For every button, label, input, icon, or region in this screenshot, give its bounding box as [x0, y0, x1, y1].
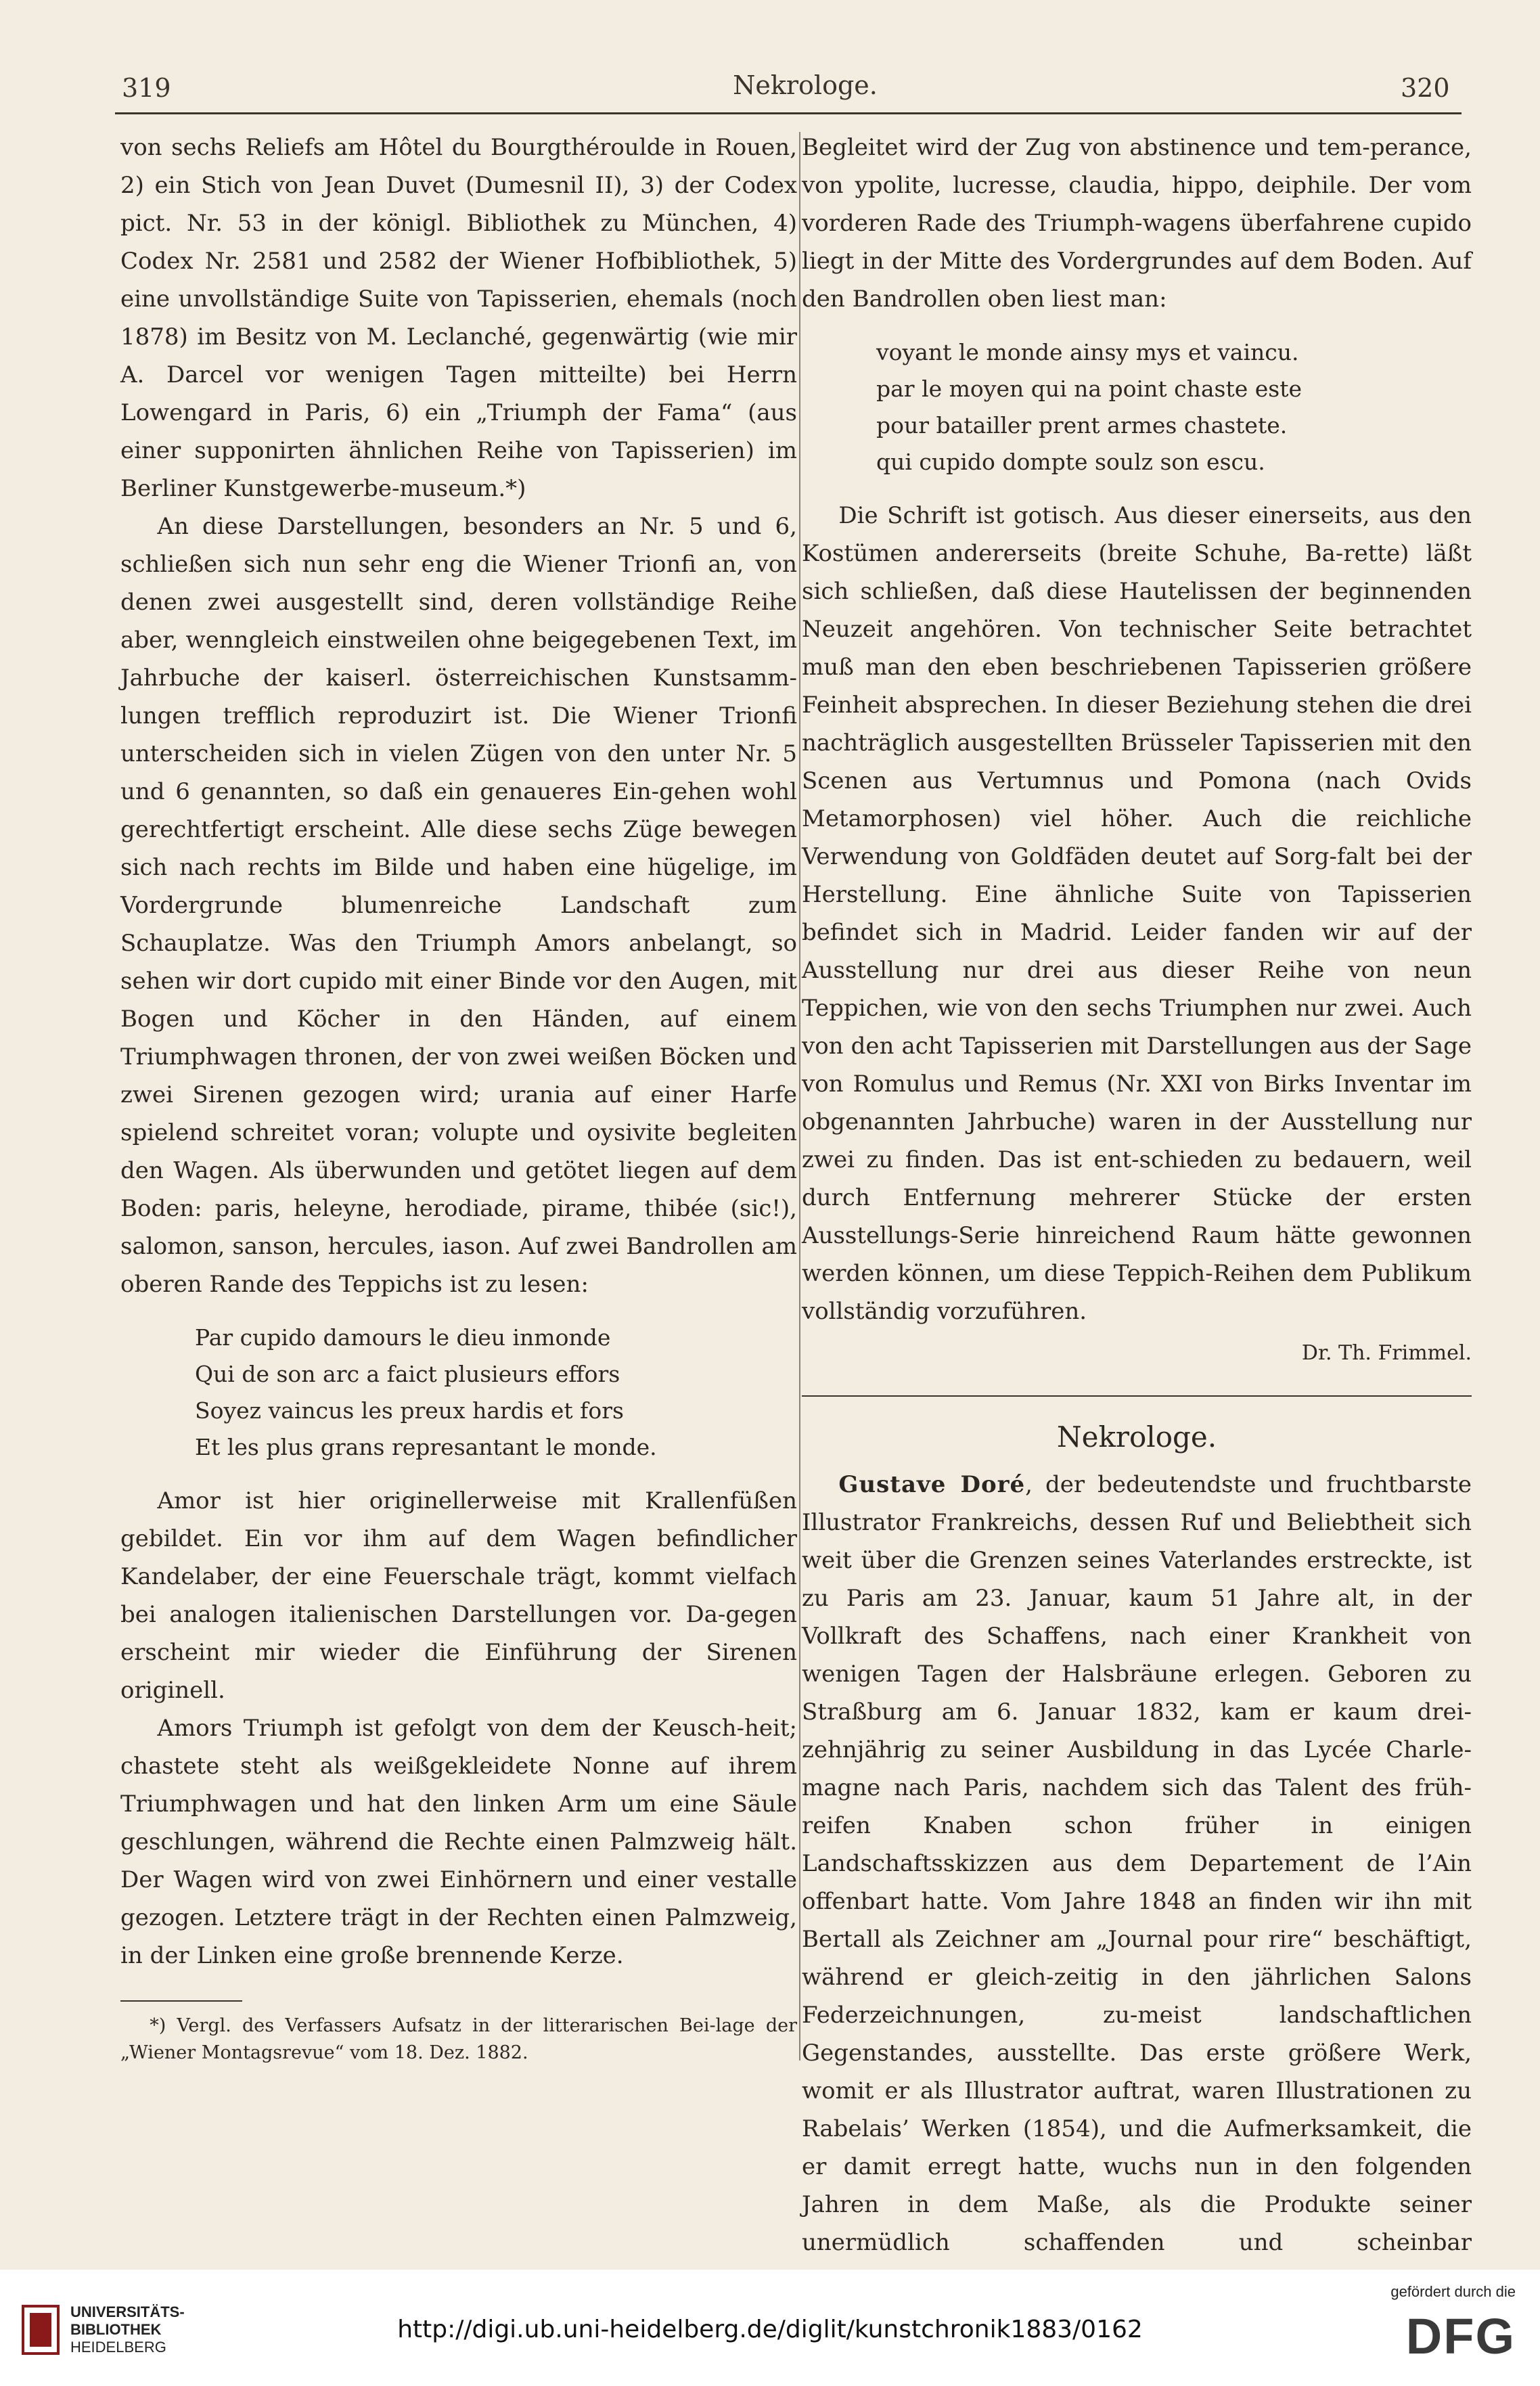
verse-block: [876, 334, 1472, 480]
verse-line: Qui de son arc a faict plusieurs effors: [195, 1361, 620, 1387]
obituary-text: , der bedeutendste und fruchtbarste Illustrator Frankreichs, dessen Ruf und Beliebtheit sich weit über die Grenzen seines Vaterlandes erstreckte, ist zu Paris am 23. Januar, kaum 51 Jahre alt, in der Vollkraft des Schaffens, nach einer Krankheit von wenigen Tagen der Halsbräune erlegen. Geboren zu Straßburg am 6. Januar 1832, kam er kaum drei-zehnjährig zu seiner Ausbildung in das Lycée Charle-magne nach Paris, nachdem sich das Talent des früh-reifen Knaben schon früher in einigen Landschaftsskizzen aus dem Departement de l’Ain offenbart hatte. Vom Jahre 1848 an finden wir ihn mit Bertall als Zeichner am „Journal pour rire“ beschäftigt, während er gleich-zeitig in den jährlichen Salons Federzeichnungen, zu-meist landschaftlichen Gegenstandes, ausstellte. Das erste größere Werk, womit er als Illustrator auftrat, waren Illustrationen zu Rabelais’ Werken (1854), und die Aufmerksamkeit, die er damit erregt hatte, wuchs nun in den folgenden Jahren in dem Maße, als die Produkte seiner unermüdlich schaffenden und scheinbar: [802, 1471, 1472, 2256]
verse-block: [195, 1320, 797, 1466]
verse-line: Par cupido damours le dieu inmonde: [195, 1324, 611, 1351]
page-number-left: 319: [122, 73, 171, 103]
verse-line: Et les plus grans represantant le monde.: [195, 1434, 657, 1460]
footnote: *) Vergl. des Verfassers Aufsatz in der litterarischen Bei-lage der „Wiener Montagsrevue“ vom 18. Dez. 1882.: [120, 2015, 797, 2063]
paragraph: Begleitet wird der Zug von abstinence und tem-perance, von ypolite, lucresse, claudia, hippo, deiphile. Der vom vorderen Rade des Triumph-wagens überfahrene cupido liegt in der Mitte des Vordergrundes auf dem Boden. Auf den Bandrollen oben liest man:: [802, 134, 1472, 313]
paragraph: An diese Darstellungen, besonders an Nr. 5 und 6, schließen sich nun sehr eng die Wiener Trionfi an, von denen zwei ausgestellt sind, deren vollständige Reihe aber, wenngleich einstweilen ohne beigegebenen Text, im Jahrbuche der kaiserl. österreichischen Kunstsamm-lungen trefflich reproduzirt ist. Die Wiener Trionfi unterscheiden sich in vielen Zügen von den unter Nr. 5 und 6 genannten, so daß ein genaueres Ein-gehen wohl gerechtfertigt erscheint. Alle diese sechs Züge bewegen sich nach rechts im Bilde und haben eine hügelige, im Vordergrunde blumenreiche Landschaft zum Schauplatze. Was den Triumph Amors anbelangt, so sehen wir dort cupido mit einer Binde vor den Augen, mit Bogen und Köcher in den Händen, auf einem Triumphwagen thronen, der von zwei weißen Böcken und zwei Sirenen gezogen wird; urania auf einer Harfe spielend schreitet voran; volupte und oysivite begleiten den Wagen. Als überwunden und getötet liegen auf dem Boden: paris, heleyne, herodiade, pirame, thibée (sic!), salomon, sanson, hercules, iason. Auf zwei Bandrollen am oberen Rande des Teppichs ist zu lesen:: [120, 513, 797, 1298]
verse-line: voyant le monde ainsy mys et vaincu.: [876, 339, 1299, 365]
library-line: HEIDELBERG: [70, 2339, 166, 2356]
header-rule: [115, 112, 1462, 114]
library-line: BIBLIOTHEK: [70, 2321, 162, 2338]
verse-line: Soyez vaincus les preux hardis et fors: [195, 1397, 624, 1424]
source-url-link[interactable]: http://digi.ub.uni-heidelberg.de/diglit/kunstchronik1883/0162: [397, 2316, 1143, 2343]
column-divider: [799, 132, 800, 2061]
right-column: [802, 129, 1472, 2299]
verse-line: qui cupido dompte soulz son escu.: [876, 449, 1265, 475]
dfg-logo: DFG: [1405, 2308, 1516, 2364]
paragraph: von sechs Reliefs am Hôtel du Bourgthéroulde in Rouen, 2) ein Stich von Jean Duvet (Dumesnil II), 3) der Codex pict. Nr. 53 in der königl. Bibliothek zu München, 4) Codex Nr. 2581 und 2582 der Wiener Hofbibliothek, 5) eine unvollständige Suite von Tapisserien, ehemals (noch 1878) im Besitz von M. Leclanché, gegenwärtig (wie mir A. Darcel vor wenigen Tagen mitteilte) bei Herrn Lowengard in Paris, 6) ein „Triumph der Fama“ (aus einer supponirten ähnlichen Reihe von Tapisserien) im Berliner Kunstgewerbe-museum.*): [120, 134, 797, 502]
running-head-title: Nekrologe.: [733, 70, 878, 100]
paragraph: Die Schrift ist gotisch. Aus dieser einerseits, aus den Kostümen andererseits (breite Schuhe, Ba-rette) läßt sich schließen, daß diese Hautelissen der beginnenden Neuzeit angehören. Von technischer Seite betrachtet muß man den eben beschriebenen Tapisserien größere Feinheit absprechen. In dieser Beziehung stehen die drei nachträglich ausgestellten Brüsseler Tapisserien mit den Scenen aus Vertumnus und Pomona (nach Ovids Metamorphosen) viel höher. Auch die reichliche Verwendung von Goldfäden deutet auf Sorg-falt bei der Herstellung. Eine ähnliche Suite von Tapisserien befindet sich in Madrid. Leider fanden wir auf der Ausstellung nur drei aus dieser Reihe von neun Teppichen, wie von den sechs Triumphen nur zwei. Auch von den acht Tapisserien mit Darstellungen aus der Sage von Romulus und Remus (Nr. XXI von Birks Inventar im obgenannten Jahrbuche) waren in der Ausstellung nur zwei zu finden. Das ist ent-schieden zu bedauern, weil durch Entfernung mehrerer Stücke der ersten Ausstellungs-Serie hinreichend Raum hätte gewonnen werden können, um diese Teppich-Reihen dem Publikum vollständig vorzuführen.: [802, 502, 1472, 1325]
page-number-right: 320: [1401, 73, 1450, 103]
footnote-rule: [120, 2000, 242, 2002]
section-title: Nekrologe.: [1056, 1420, 1217, 1454]
footer-bar: [0, 2270, 1540, 2386]
obituary-paragraph: [802, 1466, 1472, 2299]
left-column: [120, 129, 797, 2067]
library-line: UNIVERSITÄTS-: [70, 2303, 185, 2320]
paragraph: Amors Triumph ist gefolgt von dem der Keusch-heit; chastete steht als weißgekleidete Nonne auf ihrem Triumphwagen und hat den linken Arm um eine Säule geschlungen, während die Rechte einen Palmzweig hält. Der Wagen wird von zwei Einhörnern und einer vestalle gezogen. Letztere trägt in der Rechten einen Palmzweig, in der Linken eine große brennende Kerze.: [120, 1715, 797, 1969]
verse-line: pour batailler prent armes chastete.: [876, 412, 1288, 438]
sponsor-caption: gefördert durch die: [1390, 2283, 1516, 2300]
paragraph: Amor ist hier originellerweise mit Krallenfüßen gebildet. Ein vor ihm auf dem Wagen befindlicher Kandelaber, der eine Feuerschale trägt, kommt vielfach bei analogen italienischen Darstellungen vor. Da-gegen erscheint mir wieder die Einführung der Sirenen originell.: [120, 1487, 797, 1704]
section-rule: [802, 1395, 1472, 1397]
author-signature: Dr. Th. Frimmel.: [1301, 1341, 1472, 1365]
verse-line: par le moyen qui na point chaste este: [876, 376, 1302, 402]
obituary-name: Gustave Doré: [838, 1471, 1026, 1498]
